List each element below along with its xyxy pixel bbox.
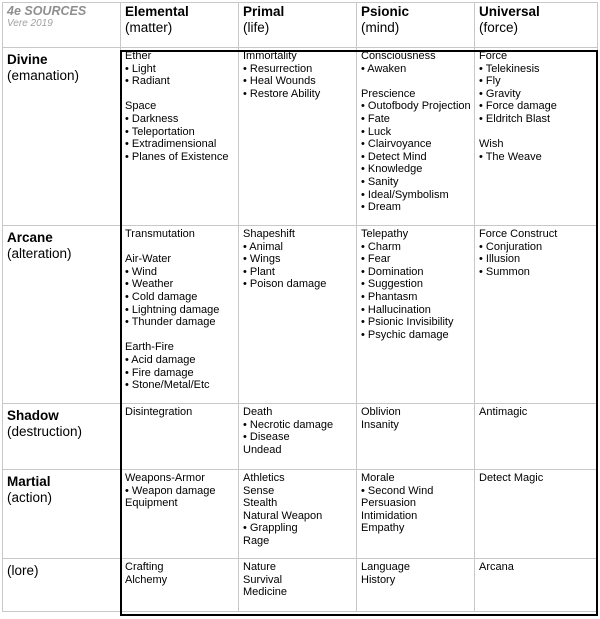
column-name: Universal (479, 4, 540, 19)
cell-bullet-item: • Light (125, 62, 156, 75)
cell-bullet-item: • Darkness (125, 112, 179, 125)
cell-heading: Wish (479, 138, 504, 151)
cell-heading: Morale (361, 472, 395, 484)
table-cell (475, 226, 598, 404)
cell-bullet-item: • Necrotic damage (243, 418, 334, 431)
cell-bullet-item: • Fate (361, 112, 390, 125)
table-cell (121, 48, 239, 226)
cell-bullet-item: • Gravity (479, 87, 521, 100)
cell-bullet-item: • Stone/Metal/Etc (125, 379, 210, 392)
cell-heading: Weapons-Armor (125, 472, 205, 484)
cell-bullet-item: • Fire damage (125, 366, 194, 379)
row-divine (3, 48, 598, 226)
cell-bullet-item: • Outofbody Projection (361, 100, 471, 113)
cell-bullet-item: • Thunder damage (125, 316, 216, 329)
table-cell (475, 404, 598, 470)
row-sub: (alteration) (7, 246, 72, 261)
cell-spacer (125, 241, 234, 254)
row-name: Arcane (7, 230, 53, 245)
cell-bullet-item: • Psychic damage (361, 328, 449, 341)
cell-heading: Sense (243, 484, 275, 497)
cell-bullet-item: • Knowledge (361, 163, 423, 176)
cell-bullet-item: • Fly (479, 75, 501, 88)
cell-heading: Undead (243, 443, 282, 456)
cell-bullet-item: • Summon (479, 265, 530, 278)
column-sub: (force) (479, 20, 519, 35)
cell-spacer (125, 88, 234, 101)
cell-heading: Space (125, 100, 157, 113)
cell-bullet-item: • Poison damage (243, 278, 327, 291)
table-cell (239, 48, 357, 226)
cell-bullet-item: • Domination (361, 265, 424, 278)
row-sub: (lore) (7, 563, 39, 578)
row-header (3, 559, 121, 612)
cell-heading: Ether (125, 50, 152, 62)
cell-heading: Prescience (361, 87, 416, 100)
table-cell (239, 226, 357, 404)
table-cell (239, 404, 357, 470)
table-cell (121, 559, 239, 612)
cell-heading: Antimagic (479, 406, 528, 418)
cell-heading: Immortality (243, 50, 297, 62)
cell-bullet-item: • Fear (361, 253, 391, 266)
cell-spacer (479, 126, 593, 139)
row-name: Martial (7, 474, 51, 489)
cell-bullet-item: • Hallucination (361, 303, 431, 316)
cell-heading: Arcana (479, 561, 514, 573)
cell-heading: Force Construct (479, 228, 558, 240)
table-cell (239, 470, 357, 559)
column-header-universal (475, 3, 598, 48)
row-sub: (emanation) (7, 68, 80, 83)
cell-bullet-item: • Eldritch Blast (479, 112, 551, 125)
row-sub: (destruction) (7, 424, 83, 439)
cell-heading: Natural Weapon (243, 509, 323, 522)
cell-heading: Insanity (361, 418, 399, 431)
row-header (3, 48, 121, 226)
cell-heading: Telepathy (361, 228, 409, 240)
cell-heading: Intimidation (361, 509, 418, 522)
table-cell (121, 470, 239, 559)
cell-bullet-item: • Disease (243, 431, 290, 444)
column-sub: (mind) (361, 20, 400, 35)
cell-heading: Language (361, 561, 410, 573)
column-name: Primal (243, 4, 285, 19)
cell-bullet-item: • The Weave (479, 150, 542, 163)
cell-bullet-item: • Resurrection (243, 62, 313, 75)
column-sub: (matter) (125, 20, 173, 35)
cell-bullet-item: • Phantasm (361, 290, 418, 303)
cell-bullet-item: • Illusion (479, 253, 521, 266)
cell-heading: Rage (243, 534, 270, 547)
column-header-elemental (121, 3, 239, 48)
cell-heading: Alchemy (125, 573, 168, 586)
table-cell (357, 404, 475, 470)
column-name: Elemental (125, 4, 189, 19)
cell-bullet-item: • Wind (125, 265, 157, 278)
cell-heading: Earth-Fire (125, 341, 174, 354)
sources-table (2, 2, 598, 612)
row-arcane (3, 226, 598, 404)
cell-bullet-item: • Wings (243, 253, 281, 266)
cell-bullet-item: • Charm (361, 240, 401, 253)
column-header-primal (239, 3, 357, 48)
table-cell (475, 559, 598, 612)
column-name: Psionic (361, 4, 410, 19)
cell-heading: Transmutation (125, 228, 195, 240)
row-lore (3, 559, 598, 612)
table-cell (475, 470, 598, 559)
cell-bullet-item: • Sanity (361, 175, 399, 188)
cell-bullet-item: • Second Wind (361, 484, 434, 497)
cell-heading: Oblivion (361, 406, 401, 418)
row-shadow (3, 404, 598, 470)
cell-heading: Nature (243, 561, 277, 573)
table-cell (121, 404, 239, 470)
table-cell (357, 470, 475, 559)
cell-bullet-item: • Heal Wounds (243, 75, 316, 88)
row-header (3, 404, 121, 470)
cell-bullet-item: • Luck (361, 125, 392, 138)
cell-heading: History (361, 573, 396, 586)
cell-bullet-item: • Dream (361, 201, 401, 214)
table-cell (475, 48, 598, 226)
cell-spacer (125, 329, 234, 342)
cell-bullet-item: • Radiant (125, 75, 170, 88)
table-cell (121, 226, 239, 404)
cell-bullet-item: • Teleportation (125, 125, 195, 138)
header-row (3, 3, 598, 48)
table-cell (357, 226, 475, 404)
cell-bullet-item: • Awaken (361, 62, 407, 75)
cell-spacer (361, 75, 470, 88)
table-cell (239, 559, 357, 612)
cell-heading: Survival (243, 573, 283, 586)
table-cell (357, 559, 475, 612)
cell-heading: Detect Magic (479, 472, 544, 484)
cell-bullet-item: • Cold damage (125, 290, 198, 303)
cell-bullet-item: • Acid damage (125, 353, 196, 366)
cell-heading: Stealth (243, 497, 278, 510)
cell-bullet-item: • Psionic Invisibility (361, 316, 454, 329)
cell-bullet-item: • Grappling (243, 522, 298, 535)
cell-bullet-item: • Suggestion (361, 278, 423, 291)
cell-bullet-item: • Telekinesis (479, 62, 540, 75)
cell-heading: Athletics (243, 472, 285, 484)
cell-bullet-item: • Force damage (479, 100, 557, 113)
cell-heading: Persuasion (361, 497, 417, 510)
column-sub: (life) (243, 20, 270, 35)
cell-bullet-item: • Weather (125, 278, 174, 291)
cell-bullet-item: • Plant (243, 265, 275, 278)
row-header (3, 470, 121, 559)
cell-heading: Medicine (243, 586, 288, 599)
table-cell (357, 48, 475, 226)
cell-heading: Death (243, 406, 273, 418)
cell-heading: Air-Water (125, 253, 172, 266)
cell-bullet-item: • Lightning damage (125, 303, 220, 316)
cell-bullet-item: • Extradimensional (125, 138, 217, 151)
cell-bullet-item: • Conjuration (479, 240, 543, 253)
document-title: 4e SOURCES (7, 4, 87, 18)
cell-bullet-item: • Detect Mind (361, 150, 427, 163)
cell-heading: Shapeshift (243, 228, 295, 240)
row-name: Shadow (7, 408, 59, 423)
cell-bullet-item: • Animal (243, 240, 283, 253)
row-martial (3, 470, 598, 559)
cell-bullet-item: • Restore Ability (243, 87, 321, 100)
row-header (3, 226, 121, 404)
cell-bullet-item: • Ideal/Symbolism (361, 188, 449, 201)
cell-heading: Consciousness (361, 50, 436, 62)
cell-heading: Crafting (125, 561, 164, 573)
row-sub: (action) (7, 490, 53, 505)
cell-bullet-item: • Planes of Existence (125, 150, 229, 163)
column-header-psionic (357, 3, 475, 48)
cell-heading: Force (479, 50, 508, 62)
cell-bullet-item: • Clairvoyance (361, 138, 432, 151)
cell-heading: Equipment (125, 497, 178, 510)
document-author: Vere 2019 (7, 18, 53, 29)
cell-bullet-item: • Weapon damage (125, 484, 216, 497)
cell-heading: Disintegration (125, 406, 193, 418)
row-name: Divine (7, 52, 48, 67)
cell-heading: Empathy (361, 522, 405, 535)
corner-cell (3, 3, 121, 48)
